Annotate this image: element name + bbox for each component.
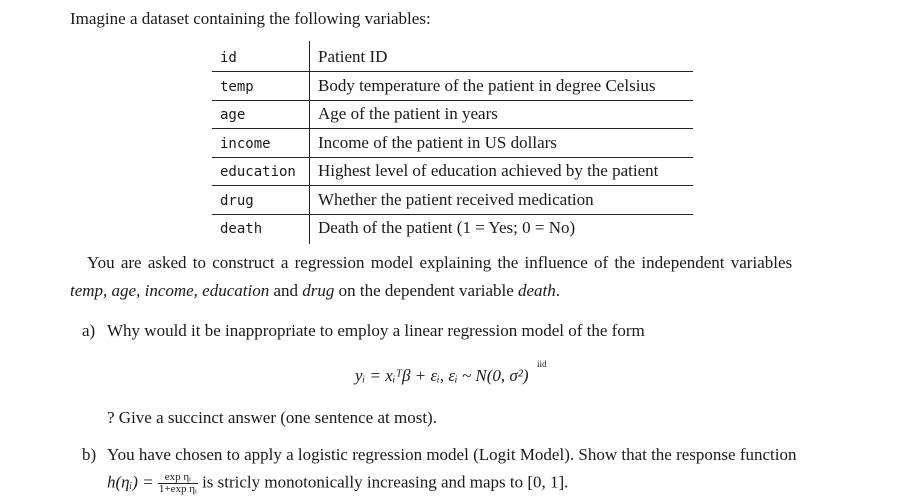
task-and: and [269, 281, 303, 300]
iid-label: iid [537, 359, 547, 369]
table-row-divider [212, 128, 693, 129]
death-variable: death [518, 281, 556, 300]
variable-description: Death of the patient (1 = Yes; 0 = No) [318, 218, 576, 237]
independent-variables: temp, age, income, education [70, 281, 270, 300]
variable-description: Income of the patient in US dollars [318, 133, 557, 152]
task-on: on the dependent variable [334, 281, 519, 300]
task-text-line2 [70, 281, 560, 301]
table-row-divider [212, 100, 693, 101]
variable-name: death [220, 221, 263, 237]
question-b-label: b) [82, 445, 97, 464]
logit-fraction [158, 472, 198, 495]
variable-name: drug [220, 193, 254, 209]
response-function [107, 472, 568, 495]
table-row-divider [212, 71, 693, 72]
variable-description: Whether the patient received medication [318, 190, 594, 209]
variable-name: age [220, 107, 246, 123]
linear-model-equation [355, 366, 529, 386]
task-end: . [555, 281, 561, 300]
function-left: h(ηᵢ) = [107, 472, 154, 492]
drug-variable: drug [302, 281, 335, 300]
question-b-text: You have chosen to apply a logistic regression model (Logit Model). Show that the response function [107, 445, 797, 464]
question-a-text: Why would it be inappropriate to employ a linear regression model of the form [107, 321, 645, 340]
function-right: is stricly monotonically increasing and maps to [0, 1]. [202, 472, 569, 492]
question-a-followup: ? Give a succinct answer (one sentence at most). [107, 408, 437, 427]
equation-text: yᵢ = xᵢᵀβ + εᵢ, εᵢ ~ N(0, σ²) [355, 366, 529, 385]
question-a-label: a) [82, 321, 96, 340]
task-text-line1: You are asked to construct a regression model explaining the influence of the independent variables [87, 253, 793, 272]
variable-description: Highest level of education achieved by the patient [318, 161, 659, 180]
fraction-numerator: exp ηᵢ [158, 472, 198, 484]
table-row-divider [212, 185, 693, 186]
variable-name: id [220, 50, 237, 66]
variable-description: Age of the patient in years [318, 104, 498, 123]
variable-description: Patient ID [318, 47, 388, 66]
intro-text: Imagine a dataset containing the following variables: [70, 9, 431, 28]
fraction-denominator: 1+exp ηᵢ [158, 483, 197, 495]
variable-description: Body temperature of the patient in degree Celsius [318, 76, 656, 95]
variable-name: income [220, 136, 271, 152]
variable-name: education [220, 164, 296, 180]
table-row-divider [212, 214, 693, 215]
table-row-divider [212, 157, 693, 158]
variable-name: temp [220, 79, 254, 95]
